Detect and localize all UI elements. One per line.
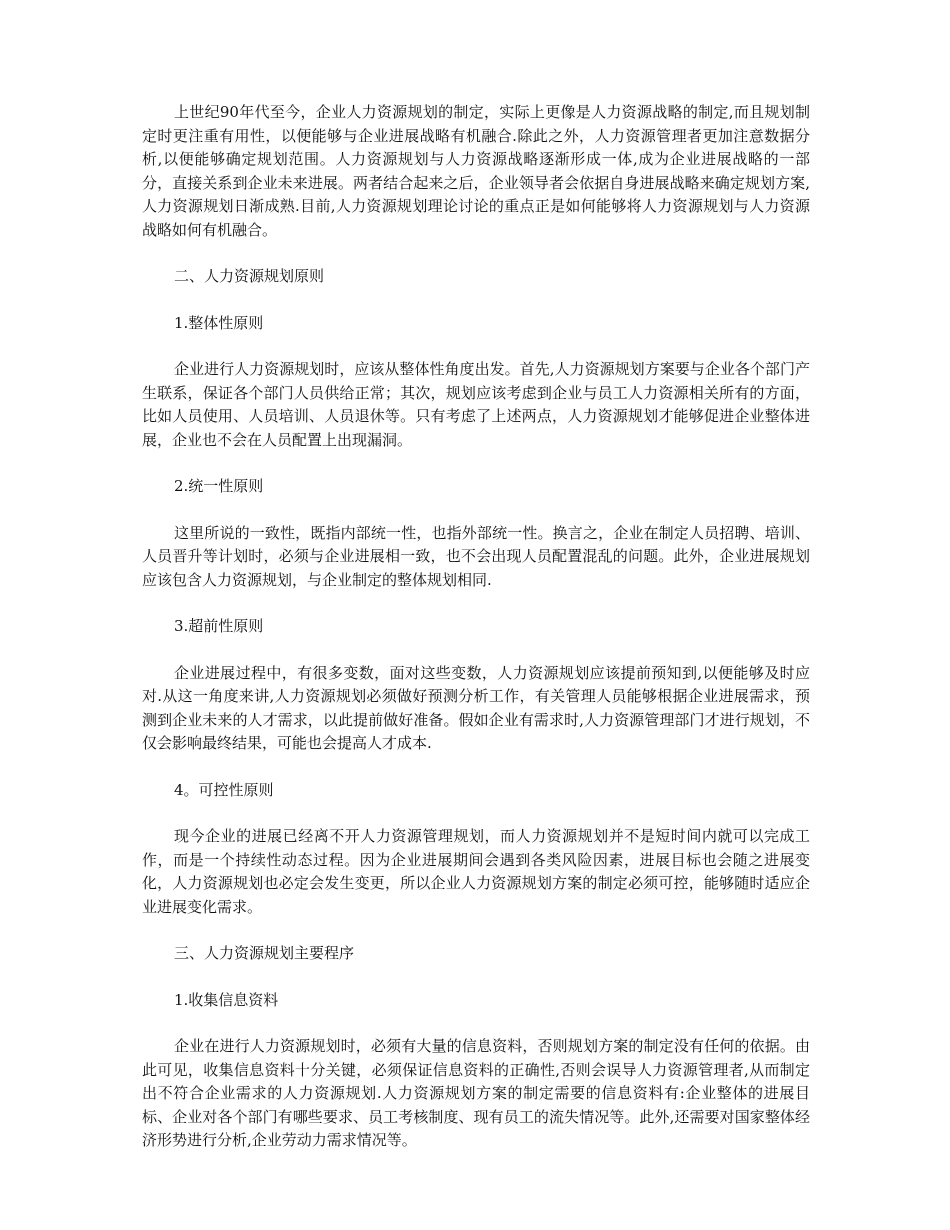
subheading-foresight: 3.超前性原则 [174,617,264,635]
subheading-collect-info: 1.收集信息资料 [174,990,279,1009]
paragraph-foresight: 企业进展过程中，有很多变数，面对这些变数，人力资源规划应该提前预知到,以便能够及时应对.从这一角度来讲,人力资源规划必须做好预测分析工作，有关管理人员能够根据企业进展需求，预测到企业未来的人才需求，以此提前做好准备。假如企业有需求时,人力资源管理部门才进行规划，不仅会影响最终结果，可能也会提高人才成本. [142,663,810,752]
paragraph-controllability: 现今企业的进展已经离不开人力资源管理规划，而人力资源规划并不是短时间内就可以完成工作，而是一个持续性动态过程。因为企业进展期间会遇到各类风险因素，进展目标也会随之进展变化，人力资源规划也必定会发生变更，所以企业人力资源规划方案的制定必须可控，能够随时适应企业进展变化需求。 [142,827,810,916]
paragraph-unity: 这里所说的一致性，既指内部统一性，也指外部统一性。换言之，企业在制定人员招聘、培训、人员晋升等计划时，必须与企业进展相一致，也不会出现人员配置混乱的问题。此外，企业进展规划应该包含人力资源规划，与企业制定的整体规划相同. [142,523,810,589]
section-heading-principles: 二、人力资源规划原则 [174,267,325,285]
paragraph-intro: 上世纪90年代至今，企业人力资源规划的制定，实际上更像是人力资源战略的制定,而且规划制定时更注重有用性，以便能够与企业进展战略有机融合.除此之外，人力资源管理者更加注意数据分析,以便能够确定规划范围。人力资源规划与人力资源战略逐渐形成一体,成为企业进展战略的一部分，直接关系到企业未来进展。两者结合起来之后，企业领导者会依据自身进展战略来确定规划方案,人力资源规划日渐成熟.目前,人力资源规划理论讨论的重点正是如何能够将人力资源规划与人力资源战略如何有机融合。 [142,103,810,239]
subheading-unity: 2.统一性原则 [174,477,264,495]
section-heading-procedures: 三、人力资源规划主要程序 [174,944,355,962]
paragraph-collect-info: 企业在进行人力资源规划时，必须有大量的信息资料，否则规划方案的制定没有任何的依据。由此可见，收集信息资料十分关键，必须保证信息资料的正确性,否则会误导人力资源管理者,从而制定出不符合企业需求的人力资源规划.人力资源规划方案的制定需要的信息资料有:企业整体的进展目标、企业对各个部门有哪些要求、员工考核制度、现有员工的流失情况等。此外,还需要对国家整体经济形势进行分析,企业劳动力需求情况等。 [142,1037,810,1149]
subheading-wholeness: 1.整体性原则 [174,313,264,332]
subheading-controllability: 4。可控性原则 [174,780,274,799]
paragraph-wholeness: 企业进行人力资源规划时，应该从整体性角度出发。首先,人力资源规划方案要与企业各个部门产生联系，保证各个部门人员供给正常；其次，规划应该考虑到企业与员工人力资源相关所有的方面，比如人员使用、人员培训、人员退休等。只有考虑了上述两点，人力资源规划才能够促进企业整体进展，企业也不会在人员配置上出现漏洞。 [142,360,810,449]
